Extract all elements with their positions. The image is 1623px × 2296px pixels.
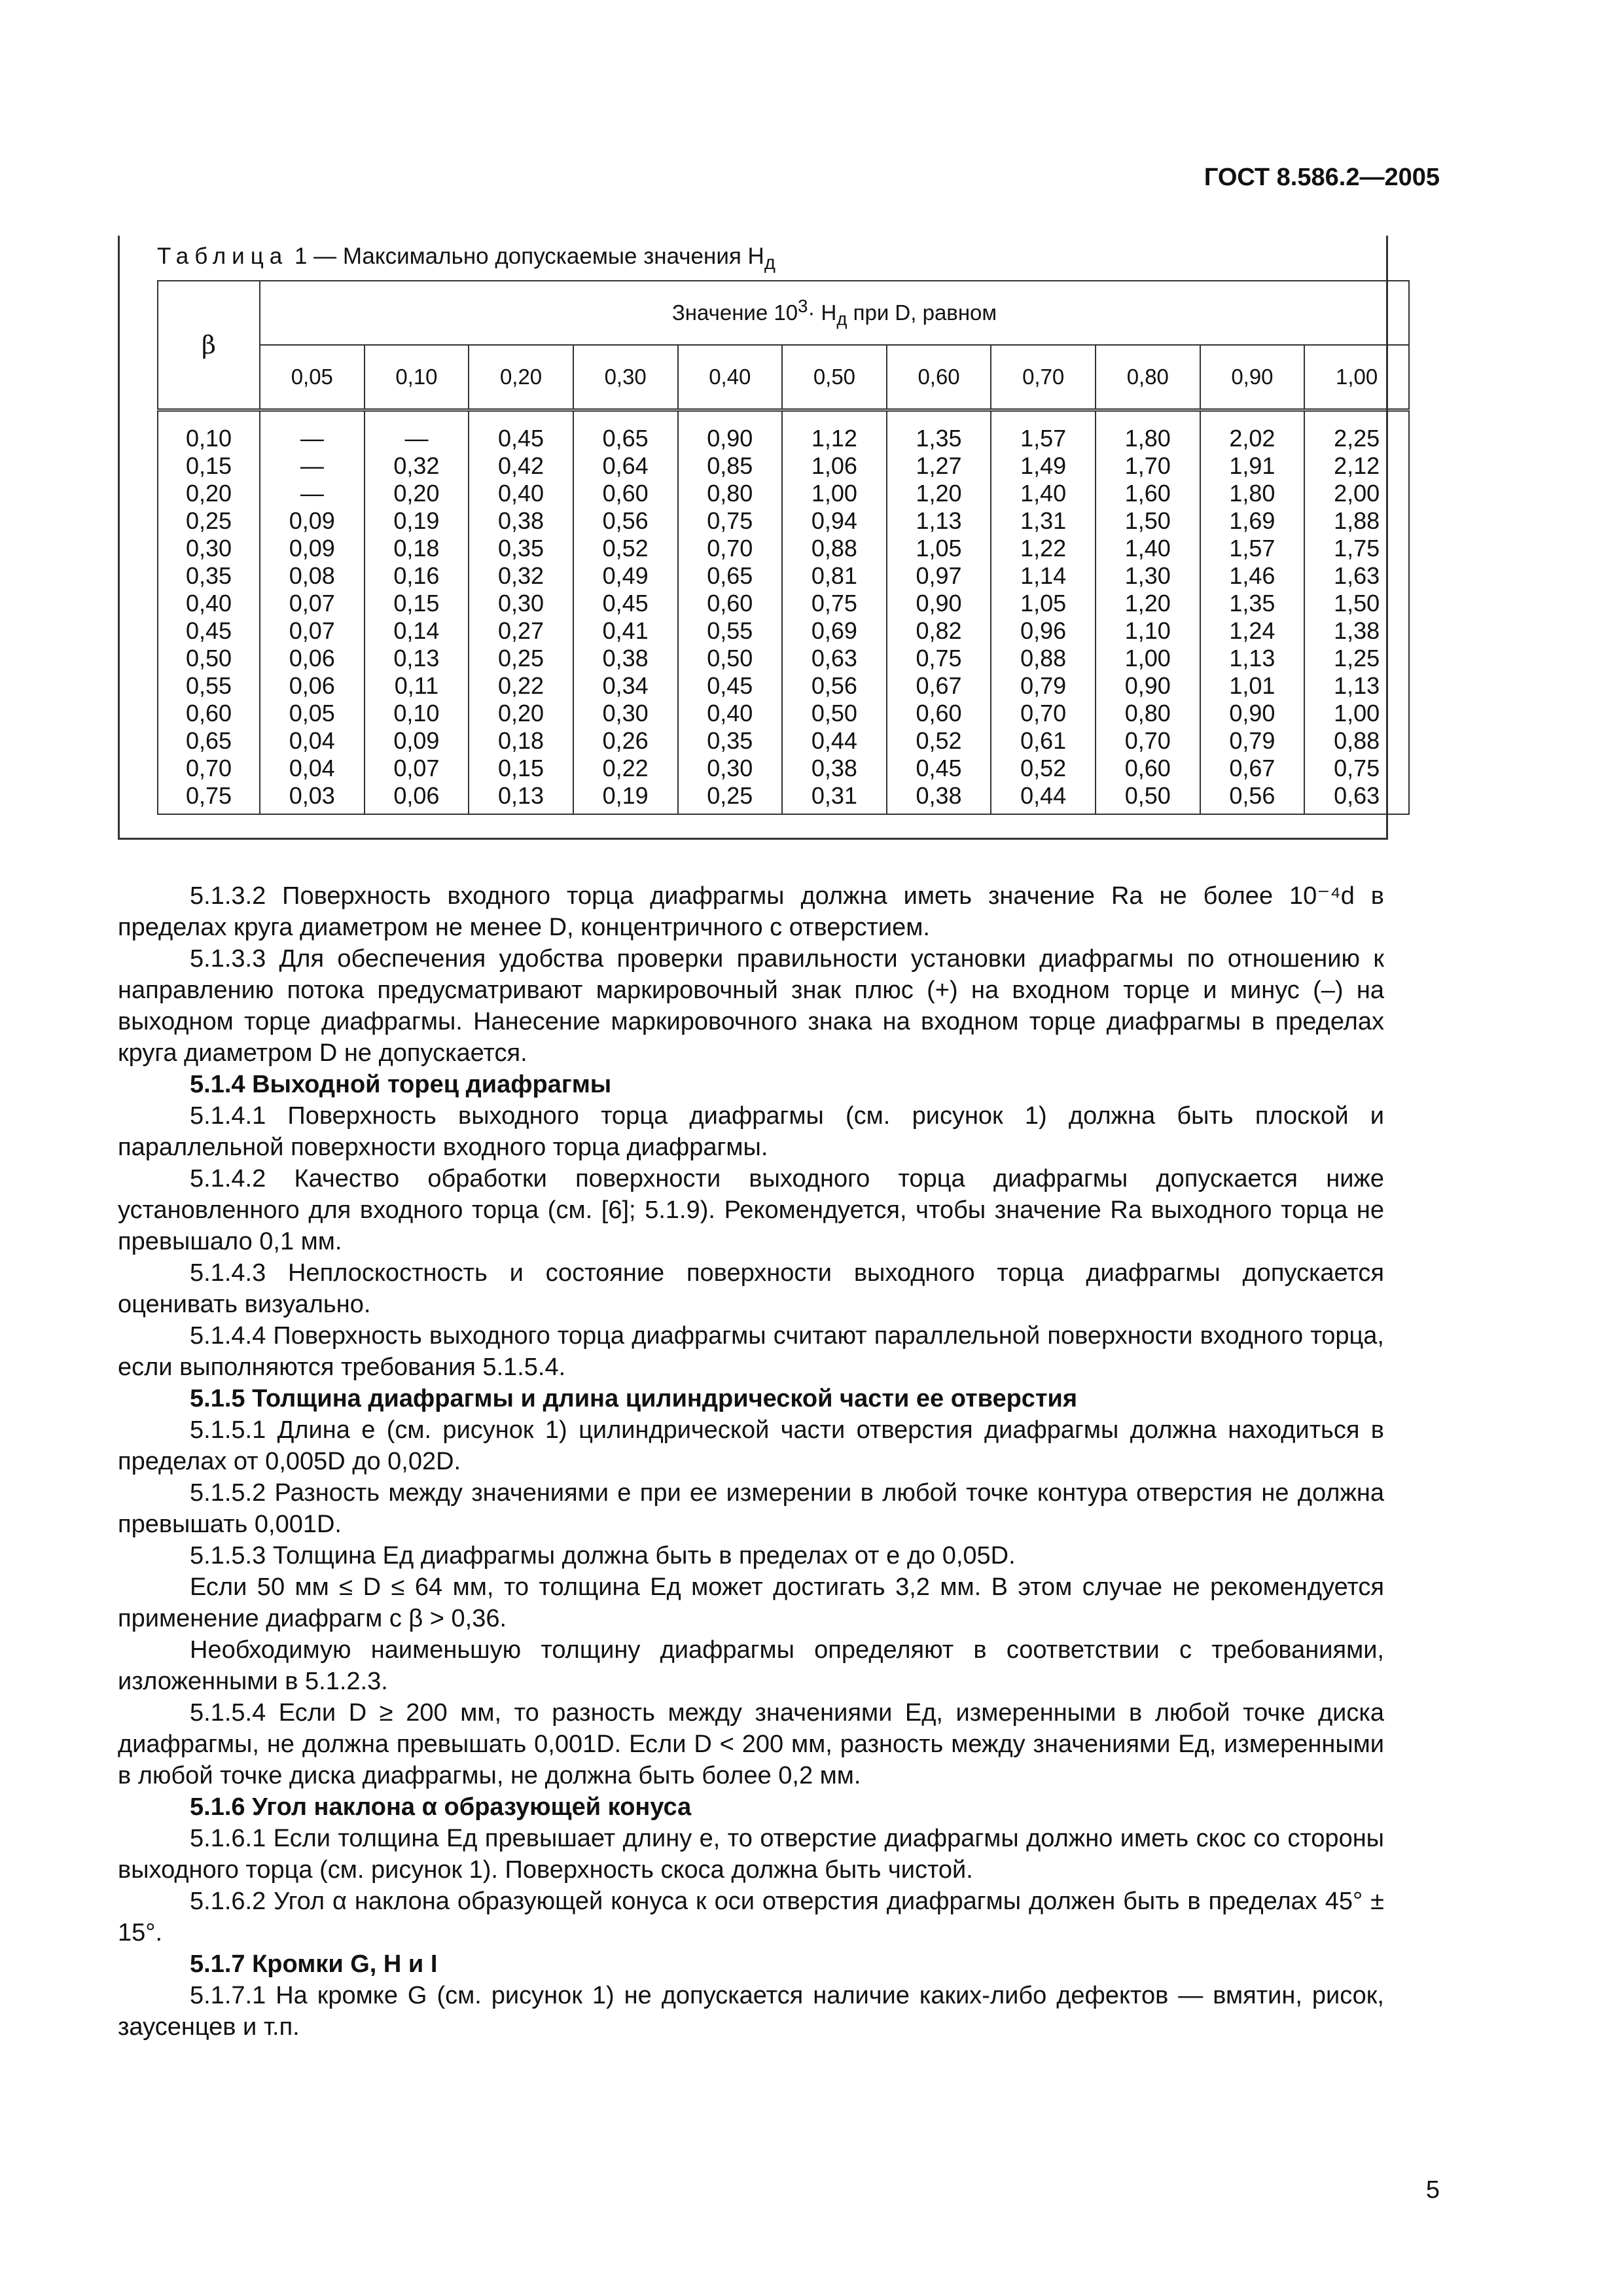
heading-5-1-6: 5.1.6 Угол наклона α образующей конуса bbox=[190, 1793, 692, 1821]
beta-cell: 0,30 bbox=[185, 535, 232, 562]
value-cell: 0,07 bbox=[393, 755, 440, 781]
beta-cell: 0,70 bbox=[185, 755, 232, 781]
value-cell: 0,90 bbox=[1124, 672, 1171, 699]
value-cell: 0,42 bbox=[498, 452, 544, 479]
paragraph-5-1-7-1: 5.1.7.1 На кромке G (см. рисунок 1) не допускается наличие каких-либо дефектов — вмятин, рисок, заусенцев и т.п. bbox=[118, 1982, 1384, 2041]
value-cell: 1,05 bbox=[916, 535, 962, 562]
value-cell: 1,46 bbox=[1229, 562, 1275, 589]
value-cell: 0,06 bbox=[289, 645, 335, 672]
beta-cell: 0,55 bbox=[185, 672, 232, 699]
value-cell: 1,05 bbox=[1020, 590, 1067, 617]
value-cell: 0,80 bbox=[1124, 700, 1171, 726]
paragraph-5-1-3-3: 5.1.3.3 Для обеспечения удобства проверки правильности установки диафрагмы по отношению к направлению потока предусматривают маркировочный знак плюс (+) на входном торце и минус (–) на выходном торце диафрагмы. Нанесение маркировочного знака на входном торце диафрагмы в пределах круга диаметром D не допускается. bbox=[118, 945, 1384, 1067]
value-column bbox=[782, 410, 887, 815]
paragraph-5-1-6-1: 5.1.6.1 Если толщина Eд превышает длину e, то отверстие диафрагмы должно иметь скос со стороны выходного торца (см. рисунок 1). Поверхность скоса должна быть чистой. bbox=[118, 1825, 1384, 1884]
value-cell: 0,45 bbox=[498, 425, 544, 452]
value-column bbox=[1096, 410, 1200, 815]
value-cell: 0,19 bbox=[602, 782, 649, 809]
value-cell: 0,05 bbox=[289, 700, 335, 726]
value-cell: 0,15 bbox=[498, 755, 544, 781]
value-cell: 0,75 bbox=[707, 507, 753, 534]
value-cell: 1,70 bbox=[1124, 452, 1171, 479]
value-cell: 0,65 bbox=[602, 425, 649, 452]
value-cell: 0,07 bbox=[289, 590, 335, 617]
value-cell: 0,09 bbox=[393, 727, 440, 754]
value-cell: 1,13 bbox=[916, 507, 962, 534]
value-cell: 0,75 bbox=[916, 645, 962, 672]
value-cell: 0,88 bbox=[811, 535, 857, 562]
value-cell: 0,63 bbox=[811, 645, 857, 672]
value-cell: 1,00 bbox=[1124, 645, 1171, 672]
value-cell: 1,49 bbox=[1020, 452, 1067, 479]
value-cell: 0,63 bbox=[1334, 782, 1380, 809]
d-value-header: 0,80 bbox=[1096, 345, 1200, 410]
value-cell: 1,35 bbox=[916, 425, 962, 452]
d-value-header: 0,05 bbox=[260, 345, 365, 410]
value-cell: 0,35 bbox=[707, 727, 753, 754]
value-cell: 0,96 bbox=[1020, 617, 1067, 644]
value-cell: 1,06 bbox=[811, 452, 857, 479]
value-cell: 0,50 bbox=[707, 645, 753, 672]
value-cell: 0,56 bbox=[602, 507, 649, 534]
value-cell: 0,11 bbox=[394, 672, 439, 699]
value-cell: 1,88 bbox=[1334, 507, 1380, 534]
value-cell: 0,18 bbox=[498, 727, 544, 754]
value-cell: 0,67 bbox=[1229, 755, 1275, 781]
paragraph-5-1-5-2: 5.1.5.2 Разность между значениями e при ее измерении в любой точке контура отверстия не должна превышать 0,001D. bbox=[118, 1479, 1384, 1538]
heading-5-1-4: 5.1.4 Выходной торец диафрагмы bbox=[190, 1071, 612, 1098]
value-cell: 1,27 bbox=[916, 452, 962, 479]
caption-text: 1 — Максимально допускаемые значения H bbox=[294, 243, 764, 269]
value-cell: 0,85 bbox=[707, 452, 753, 479]
value-cell: 1,24 bbox=[1229, 617, 1275, 644]
beta-cell: 0,15 bbox=[185, 452, 232, 479]
value-span-header: Значение $10^3\cdot H_д$ при D, равном bbox=[260, 281, 1409, 345]
value-cell: 0,45 bbox=[707, 672, 753, 699]
value-cell: 0,61 bbox=[1020, 727, 1067, 754]
value-cell: 0,09 bbox=[289, 535, 335, 562]
value-cell: 0,26 bbox=[602, 727, 649, 754]
beta-cell: 0,25 bbox=[185, 507, 232, 534]
value-cell: 1,57 bbox=[1229, 535, 1275, 562]
value-cell: 0,20 bbox=[393, 480, 440, 507]
table-caption bbox=[157, 243, 776, 274]
value-cell: 0,03 bbox=[289, 782, 335, 809]
value-cell: 1,20 bbox=[1124, 590, 1171, 617]
beta-cell: 0,10 bbox=[185, 425, 232, 452]
value-cell: 1,31 bbox=[1020, 507, 1067, 534]
value-cell: 2,12 bbox=[1334, 452, 1380, 479]
data-table bbox=[157, 280, 1410, 815]
value-cell: 1,13 bbox=[1229, 645, 1275, 672]
value-cell: — bbox=[300, 452, 324, 479]
page-number: 5 bbox=[1425, 2176, 1440, 2204]
value-cell: 0,60 bbox=[602, 480, 649, 507]
value-cell: 0,81 bbox=[811, 562, 857, 589]
value-cell: 0,56 bbox=[811, 672, 857, 699]
value-cell: 0,70 bbox=[1124, 727, 1171, 754]
value-cell: 0,52 bbox=[602, 535, 649, 562]
value-cell: 0,32 bbox=[498, 562, 544, 589]
value-cell: 0,06 bbox=[393, 782, 440, 809]
value-cell: 0,08 bbox=[289, 562, 335, 589]
value-cell: 1,60 bbox=[1124, 480, 1171, 507]
value-cell: 1,80 bbox=[1124, 425, 1171, 452]
value-cell: 0,13 bbox=[498, 782, 544, 809]
value-cell: 0,04 bbox=[289, 755, 335, 781]
value-cell: 1,01 bbox=[1229, 672, 1275, 699]
paragraph-5-1-6-2: 5.1.6.2 Угол α наклона образующей конуса к оси отверстия диафрагмы должен быть в пределах 45° ± 15°. bbox=[118, 1888, 1384, 1946]
value-cell: 0,41 bbox=[602, 617, 649, 644]
d-value-header: 1,00 bbox=[1304, 345, 1409, 410]
value-cell: 1,20 bbox=[916, 480, 962, 507]
beta-cell: 0,20 bbox=[185, 480, 232, 507]
paragraph-5-1-5-4: 5.1.5.4 Если D ≥ 200 мм, то разность между значениями Eд, измеренными в любой точке диска диафрагмы, не должна превышать 0,001D. Если D < 200 мм, разность между значениями Eд, измеренными в любой точке диска диафрагмы, не должна быть более 0,2 мм. bbox=[118, 1699, 1384, 1789]
document-code: ГОСТ 8.586.2—2005 bbox=[1204, 164, 1440, 191]
value-cell: 0,90 bbox=[1229, 700, 1275, 726]
value-cell: 0,14 bbox=[393, 617, 440, 644]
value-cell: 0,60 bbox=[916, 700, 962, 726]
value-cell: 0,90 bbox=[707, 425, 753, 452]
value-cell: 0,22 bbox=[602, 755, 649, 781]
value-cell: 0,79 bbox=[1020, 672, 1067, 699]
value-cell: 0,60 bbox=[1124, 755, 1171, 781]
value-cell: 0,19 bbox=[393, 507, 440, 534]
value-column bbox=[260, 410, 365, 815]
value-cell: 1,91 bbox=[1229, 452, 1275, 479]
value-cell: 0,52 bbox=[916, 727, 962, 754]
value-cell: 0,10 bbox=[393, 700, 440, 726]
beta-header: β bbox=[158, 281, 260, 410]
value-cell: 0,55 bbox=[707, 617, 753, 644]
value-cell: 1,57 bbox=[1020, 425, 1067, 452]
d-value-header: 0,90 bbox=[1200, 345, 1305, 410]
value-column bbox=[887, 410, 991, 815]
value-cell: 0,25 bbox=[498, 645, 544, 672]
caption-label: Таблица bbox=[157, 243, 289, 269]
value-cell: 0,67 bbox=[916, 672, 962, 699]
value-cell: 0,30 bbox=[498, 590, 544, 617]
value-cell: 0,09 bbox=[289, 507, 335, 534]
value-cell: 0,40 bbox=[707, 700, 753, 726]
value-cell: 0,69 bbox=[811, 617, 857, 644]
d-value-header: 0,30 bbox=[573, 345, 678, 410]
beta-column bbox=[158, 410, 260, 815]
value-cell: 0,38 bbox=[602, 645, 649, 672]
value-cell: — bbox=[300, 480, 324, 507]
body-text bbox=[118, 880, 1384, 2043]
value-cell: — bbox=[404, 425, 429, 452]
value-cell: 0,18 bbox=[393, 535, 440, 562]
value-cell: 1,00 bbox=[811, 480, 857, 507]
value-column bbox=[365, 410, 469, 815]
value-cell: 1,00 bbox=[1334, 700, 1380, 726]
heading-5-1-5: 5.1.5 Толщина диафрагмы и длина цилиндрической части ее отверстия bbox=[190, 1385, 1078, 1412]
beta-cell: 0,65 bbox=[185, 727, 232, 754]
beta-cell: 0,35 bbox=[185, 562, 232, 589]
value-cell: 0,31 bbox=[811, 782, 857, 809]
value-cell: 0,22 bbox=[498, 672, 544, 699]
paragraph-5-1-5-3: 5.1.5.3 Толщина Eд диафрагмы должна быть в пределах от e до 0,05D. bbox=[190, 1542, 1016, 1570]
value-cell: 2,00 bbox=[1334, 480, 1380, 507]
heading-5-1-7: 5.1.7 Кромки G, H и I bbox=[190, 1950, 438, 1978]
d-value-header: 0,10 bbox=[365, 345, 469, 410]
value-cell: 1,38 bbox=[1334, 617, 1380, 644]
value-cell: 0,44 bbox=[1020, 782, 1067, 809]
value-cell: 0,06 bbox=[289, 672, 335, 699]
value-cell: 0,04 bbox=[289, 727, 335, 754]
d-value-header: 0,20 bbox=[469, 345, 573, 410]
value-cell: 1,50 bbox=[1334, 590, 1380, 617]
value-column bbox=[1304, 410, 1409, 815]
value-cell: 0,13 bbox=[393, 645, 440, 672]
value-cell: 0,80 bbox=[707, 480, 753, 507]
value-cell: 0,88 bbox=[1020, 645, 1067, 672]
value-column bbox=[573, 410, 678, 815]
value-cell: 0,07 bbox=[289, 617, 335, 644]
value-cell: 0,34 bbox=[602, 672, 649, 699]
value-cell: 0,70 bbox=[1020, 700, 1067, 726]
value-cell: 0,27 bbox=[498, 617, 544, 644]
value-cell: 1,35 bbox=[1229, 590, 1275, 617]
paragraph-5-1-5-3-c: Необходимую наименьшую толщину диафрагмы определяют в соответствии с требованиями, изложенными в 5.1.2.3. bbox=[118, 1636, 1384, 1695]
d-value-header: 0,70 bbox=[991, 345, 1096, 410]
caption-subscript: д bbox=[764, 253, 776, 274]
value-cell: 1,22 bbox=[1020, 535, 1067, 562]
value-cell: 0,82 bbox=[916, 617, 962, 644]
value-column bbox=[469, 410, 573, 815]
value-cell: 2,02 bbox=[1229, 425, 1275, 452]
value-cell: 0,50 bbox=[811, 700, 857, 726]
paragraph-5-1-5-3-b: Если 50 мм ≤ D ≤ 64 мм, то толщина Eд может достигать 3,2 мм. В этом случае не рекомендуется применение диафрагм с β > 0,36. bbox=[118, 1573, 1384, 1632]
value-cell: 0,16 bbox=[393, 562, 440, 589]
value-cell: 0,79 bbox=[1229, 727, 1275, 754]
paragraph-5-1-3-2: 5.1.3.2 Поверхность входного торца диафрагмы должна иметь значение Ra не более 10⁻⁴d в пределах круга диаметром не менее D, концентричного с отверстием. bbox=[118, 882, 1384, 941]
paragraph-5-1-4-3: 5.1.4.3 Неплоскостность и состояние поверхности выходного торца диафрагмы допускается оценивать визуально. bbox=[118, 1259, 1384, 1318]
value-cell: 1,75 bbox=[1334, 535, 1380, 562]
value-cell: — bbox=[300, 425, 324, 452]
value-cell: 1,50 bbox=[1124, 507, 1171, 534]
value-cell: 0,94 bbox=[811, 507, 857, 534]
value-cell: 1,12 bbox=[811, 425, 857, 452]
value-cell: 1,25 bbox=[1334, 645, 1380, 672]
paragraph-5-1-4-1: 5.1.4.1 Поверхность выходного торца диафрагмы (см. рисунок 1) должна быть плоской и параллельной поверхности входного торца диафрагмы. bbox=[118, 1102, 1384, 1161]
value-cell: 0,75 bbox=[1334, 755, 1380, 781]
value-cell: 0,64 bbox=[602, 452, 649, 479]
value-cell: 0,25 bbox=[707, 782, 753, 809]
value-cell: 0,52 bbox=[1020, 755, 1067, 781]
value-cell: 0,45 bbox=[602, 590, 649, 617]
value-cell: 0,97 bbox=[916, 562, 962, 589]
beta-cell: 0,45 bbox=[185, 617, 232, 644]
value-cell: 0,30 bbox=[602, 700, 649, 726]
value-cell: 0,38 bbox=[498, 507, 544, 534]
d-value-header: 0,40 bbox=[678, 345, 783, 410]
value-cell: 0,60 bbox=[707, 590, 753, 617]
value-cell: 1,30 bbox=[1124, 562, 1171, 589]
value-cell: 0,15 bbox=[393, 590, 440, 617]
value-cell: 0,65 bbox=[707, 562, 753, 589]
value-cell: 0,88 bbox=[1334, 727, 1380, 754]
value-cell: 0,35 bbox=[498, 535, 544, 562]
value-cell: 0,20 bbox=[498, 700, 544, 726]
value-cell: 1,40 bbox=[1124, 535, 1171, 562]
value-cell: 1,63 bbox=[1334, 562, 1380, 589]
value-cell: 1,14 bbox=[1020, 562, 1067, 589]
value-cell: 0,40 bbox=[498, 480, 544, 507]
value-cell: 0,38 bbox=[811, 755, 857, 781]
value-column bbox=[678, 410, 783, 815]
value-cell: 0,30 bbox=[707, 755, 753, 781]
paragraph-5-1-4-2: 5.1.4.2 Качество обработки поверхности выходного торца диафрагмы допускается ниже установленного для входного торца (см. [6]; 5.1.9). Рекомендуется, чтобы значение Ra выходного торца не превышало 0,1 мм. bbox=[118, 1165, 1384, 1255]
value-cell: 0,45 bbox=[916, 755, 962, 781]
value-column bbox=[991, 410, 1096, 815]
value-cell: 0,75 bbox=[811, 590, 857, 617]
paragraph-5-1-4-4: 5.1.4.4 Поверхность выходного торца диафрагмы считают параллельной поверхности входного торца, если выполняются требования 5.1.5.4. bbox=[118, 1322, 1384, 1381]
value-cell: 1,40 bbox=[1020, 480, 1067, 507]
value-cell: 0,32 bbox=[393, 452, 440, 479]
value-cell: 1,69 bbox=[1229, 507, 1275, 534]
beta-cell: 0,60 bbox=[185, 700, 232, 726]
value-cell: 0,44 bbox=[811, 727, 857, 754]
value-cell: 0,90 bbox=[916, 590, 962, 617]
value-column bbox=[1200, 410, 1305, 815]
value-cell: 1,10 bbox=[1124, 617, 1171, 644]
value-cell: 1,80 bbox=[1229, 480, 1275, 507]
beta-cell: 0,75 bbox=[185, 782, 232, 809]
value-cell: 0,70 bbox=[707, 535, 753, 562]
value-cell: 0,49 bbox=[602, 562, 649, 589]
value-cell: 1,13 bbox=[1334, 672, 1380, 699]
paragraph-5-1-5-1: 5.1.5.1 Длина e (см. рисунок 1) цилиндрической части отверстия диафрагмы должна находиться в пределах от 0,005D до 0,02D. bbox=[118, 1416, 1384, 1475]
d-value-header: 0,60 bbox=[887, 345, 991, 410]
value-cell: 2,25 bbox=[1334, 425, 1380, 452]
beta-cell: 0,40 bbox=[185, 590, 232, 617]
value-cell: 0,50 bbox=[1124, 782, 1171, 809]
value-cell: 0,38 bbox=[916, 782, 962, 809]
beta-cell: 0,50 bbox=[185, 645, 232, 672]
d-value-header: 0,50 bbox=[782, 345, 887, 410]
value-cell: 0,56 bbox=[1229, 782, 1275, 809]
